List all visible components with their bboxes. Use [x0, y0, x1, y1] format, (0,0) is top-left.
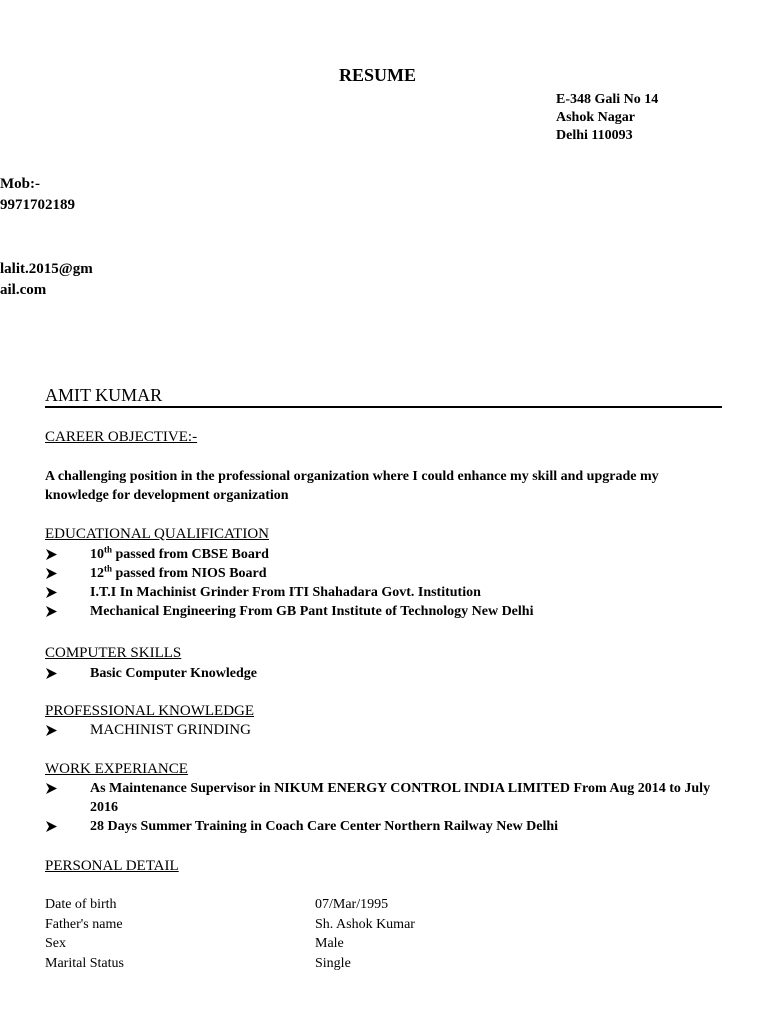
- career-objective-heading: CAREER OBJECTIVE:-: [45, 429, 198, 445]
- detail-label: Father's name: [45, 916, 123, 932]
- mobile-block: [0, 174, 75, 216]
- list-item: As Maintenance Supervisor in NIKUM ENERGY CONTROL INDIA LIMITED From Aug 2014 to July 2016: [45, 779, 725, 817]
- computer-skills-heading: COMPUTER SKILLS: [45, 645, 182, 661]
- list-item: MACHINIST GRINDING: [45, 721, 725, 740]
- arrow-bullet-icon: [45, 779, 59, 798]
- detail-value: 07/Mar/1995: [315, 897, 389, 912]
- email-line: lalit.2015@gm: [0, 261, 93, 277]
- arrow-bullet-icon: [45, 721, 59, 740]
- table-row: [45, 895, 645, 915]
- name-divider: [45, 406, 722, 408]
- education-list: [45, 545, 725, 621]
- arrow-bullet-icon: [45, 564, 59, 583]
- list-item: 12th passed from NIOS Board: [45, 564, 725, 583]
- work-experience-heading: WORK EXPERIANCE: [45, 761, 188, 777]
- detail-value: Single: [315, 955, 351, 971]
- list-item: Basic Computer Knowledge: [45, 664, 725, 683]
- career-objective-text: A challenging position in the professional organization where I could enhance my skill and upgrade my knowledge for development organization: [45, 469, 659, 503]
- list-item: I.T.I In Machinist Grinder From ITI Shahadara Govt. Institution: [45, 583, 725, 602]
- table-row: [45, 934, 645, 954]
- list-item: Mechanical Engineering From GB Pant Institute of Technology New Delhi: [45, 602, 725, 621]
- detail-label: Marital Status: [45, 955, 124, 971]
- resume-title: RESUME: [338, 65, 416, 85]
- arrow-bullet-icon: [45, 583, 59, 602]
- detail-value: Male: [315, 936, 344, 951]
- work-experience-list: [45, 779, 725, 836]
- professional-knowledge-list: [45, 721, 725, 740]
- address-line: Delhi 110093: [556, 128, 633, 143]
- personal-detail-heading: PERSONAL DETAIL: [45, 858, 179, 874]
- list-item: 28 Days Summer Training in Coach Care Center Northern Railway New Delhi: [45, 817, 725, 836]
- computer-skills-list: [45, 664, 725, 683]
- arrow-bullet-icon: [45, 664, 59, 683]
- address-block: [556, 91, 658, 145]
- email-block: [0, 259, 93, 301]
- table-row: [45, 954, 645, 974]
- table-row: [45, 915, 645, 935]
- address-line: Ashok Nagar: [556, 110, 635, 125]
- address-line: E-348 Gali No 14: [556, 92, 659, 107]
- detail-label: Date of birth: [45, 897, 117, 912]
- arrow-bullet-icon: [45, 817, 59, 836]
- email-line: ail.com: [0, 282, 47, 298]
- professional-knowledge-heading: PROFESSIONAL KNOWLEDGE: [45, 703, 255, 719]
- mobile-number: 9971702189: [0, 197, 75, 213]
- detail-value: Sh. Ashok Kumar: [315, 916, 415, 932]
- list-item: 10th passed from CBSE Board: [45, 545, 725, 564]
- detail-label: Sex: [45, 936, 66, 951]
- arrow-bullet-icon: [45, 545, 59, 564]
- candidate-name: AMIT KUMAR: [45, 385, 163, 405]
- personal-detail-table: [45, 895, 645, 973]
- mobile-label: Mob:-: [0, 176, 40, 192]
- education-heading: EDUCATIONAL QUALIFICATION: [45, 526, 270, 542]
- arrow-bullet-icon: [45, 602, 59, 621]
